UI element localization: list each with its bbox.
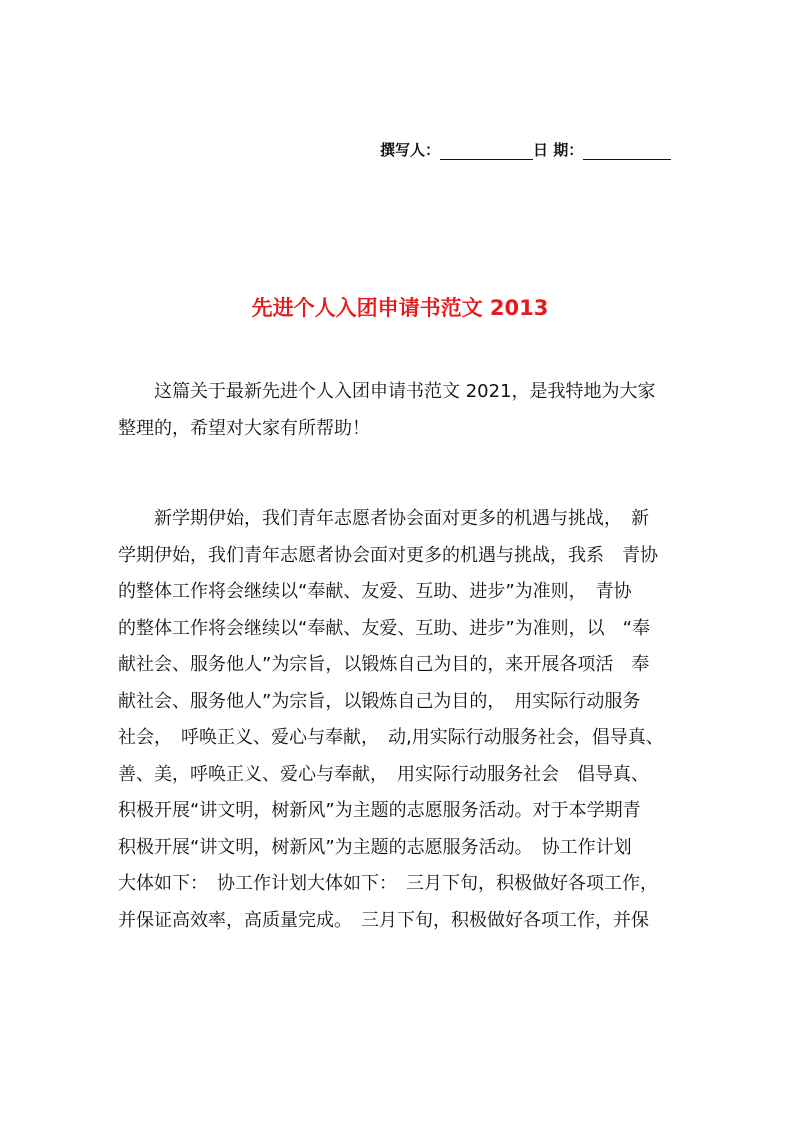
author-date-line (380, 140, 671, 160)
text-line: 学期伊始，我们青年志愿者协会面对更多的机遇与挑战，我系 青协 (118, 544, 658, 566)
intro-paragraph (118, 374, 686, 447)
text-line: 积极开展“讲文明，树新风”为主题的志愿服务活动。 协工作计划 (118, 836, 632, 858)
author-blank (440, 144, 533, 160)
text-line: 这篇关于最新先进个人入团申请书范文 2021，是我特地为大家 (118, 381, 656, 402)
text-line: 新学期伊始，我们青年志愿者协会面对更多的机遇与挑战， 新 (118, 508, 649, 529)
text-line: 社会， 呼唤正义、爱心与奉献， 动,用实际行动服务社会，倡导真、 (118, 727, 664, 748)
text-line: 善、美，呼唤正义、爱心与奉献， 用实际行动服务社会 倡导真、 (118, 763, 649, 785)
text-line: 献社会、服务他人”为宗旨，以锻炼自己为目的， 用实际行动服务 (118, 690, 641, 712)
text-line: 积极开展“讲文明，树新风”为主题的志愿服务活动。对于本学期青 (118, 800, 641, 821)
date-label: 日 期： (533, 141, 584, 159)
body-paragraph (118, 501, 686, 939)
author-label: 撰写人： (380, 141, 441, 159)
text-line: 的整体工作将会继续以“奉献、友爱、互助、进步”为准则， 青协 (118, 581, 632, 602)
document-title: 先进个人入团申请书范文 2013 (251, 296, 549, 320)
text-line: 献社会、服务他人”为宗旨，以锻炼自己为目的，来开展各项活 奉 (118, 654, 650, 675)
date-blank (583, 144, 671, 160)
text-line: 整理的，希望对大家有所帮助！ (118, 417, 370, 439)
text-line: 并保证高效率，高质量完成。 三月下旬，积极做好各项工作，并保 (118, 909, 649, 931)
text-line: 的整体工作将会继续以“奉献、友爱、互助、进步”为准则，以 “奉 (118, 617, 650, 639)
text-line: 大体如下： 协工作计划大体如下： 三月下旬，积极做好各项工作， (118, 873, 658, 894)
